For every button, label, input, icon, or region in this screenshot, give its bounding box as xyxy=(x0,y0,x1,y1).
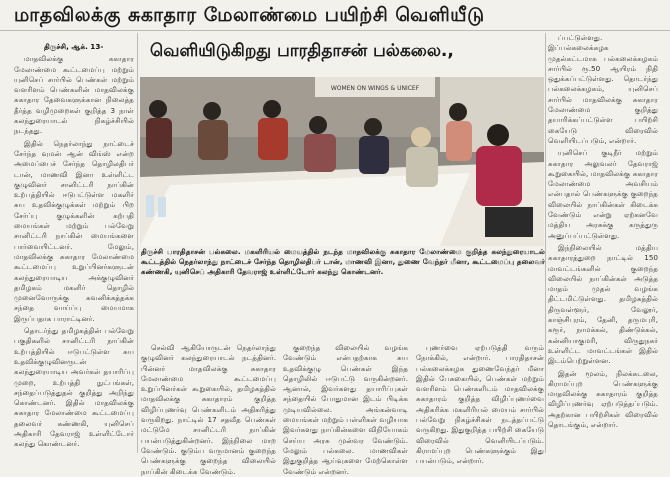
paragraph: புணர்வை ஏற்படுத்தி வரும் நோக்கில், என்றார். பாரதிதாசன் பல்கலைக்கழக துணைவேந்தர் மீனா இதில் பேசுகையில், பெண்கள் மற்றும் வளரிளம் பெண்களிடம் மாதவிலக்கு சுகாதாரம் குறித்த விழிப்புணர்வை அதிகரிக்க மகளிரியல் மையம் சார்பில் பல்வேறு நிகழ்ச்சிகள் நடத்தப்பட்டு வருகிறது. இதுகுறித்த பயிற்சி கையேடு விரைவில் வெளியிடப்படும். கிராமப்புற பெண்களுக்கும் இது பயன்படும், என்றார். xyxy=(416,343,544,466)
paragraph: குறைந்த விலையில் வழங்க வேண்டும் என்பதற்காக சுய உதவிக்குழு பெண்கள் இந்த தொழிலில் ஈடுபட்டு வருகின்றனர். ஆனால், இவர்களது தயாரிப்புகள் சந்தையில் போதுமான இடம் பிடிக்க முடியவில்லை. அங்கன்வாடி மையங்கள் மற்றும் பள்ளிகள் வழியாக இவர்களது நாப்கின்களை விநியோகம் செய்ய அரசு முன்வர வேண்டும். மேலும் பல்கலை. மாணவிகள் இதுகுறித்த ஆய்வுகளை மேற்கொள்ள வேண்டும் என்றனர். xyxy=(283,343,408,476)
paragraph: ப்பட்டுள்ளது. இப்பல்கலைக்கழக முதல்கட்டமாக பல்கலைக்கழகம் சார்பில் ரூ.50 ஆயிரம் நிதி ஒதுக்கப்பட்டுள்ளது. தொடர்ந்து பல்கலைக்கழகம், யுனிசெப் சார்பில் மாதவிலக்கு சுகாதார மேலாண்மை குறித்து தயாரிக்கப்பட்டுள்ள பயிற்சி கையேடு விரைவில் வெளியிடப்படும், என்றார். xyxy=(548,33,658,145)
photo-banner-text: WOMEN ON WINGS & UNICEF xyxy=(330,85,420,92)
dateline: திருச்சி, ஆக். 13- xyxy=(44,42,104,51)
headline-rule xyxy=(0,30,670,31)
subheadline: வெளியிடுகிறது பாரதிதாசன் பல்கலை., xyxy=(150,41,454,61)
column-divider-right xyxy=(545,33,546,453)
paragraph: மாதவிலக்கு சுகாதார மேலாண்மை கூட்டமைப்பு மற்றும் யுனிசெப் சார்பில் பெண்கள் மற்றும் வளரிளம் பெண்களின் மாதவிலக்கு சுகாதார தேவைகளுக்கான நிலைத்த தீர்த்த வழிமுறைகள் குறித்த 3 நாள் கலந்துரையாடல் நிகழ்ச்சியில் நடந்தது. xyxy=(14,54,134,136)
news-photo xyxy=(140,77,544,246)
article-column-right xyxy=(548,33,658,452)
paragraph: இந்நிலையில் மத்திய சுகாதாரத்துறை நாட்டில் 150 மாவட்டங்களில் குறைந்த விலையில் நாப்கின்கள் அடுத்த மாதம் முதல் வழங்க திட்டமிட்டுள்ளது. தமிழகத்தில் திருவள்ளூர், வேலூர், காஞ்சிபுரம், தேனி, தருமபுரி, கரூர், நாமக்கல், திண்டுக்கல், கன்னியாகுமரி, விருதுநகர் உள்ளிட்ட மாவட்டங்கள் இதில் இடம்பெற்றுள்ளன. xyxy=(548,242,658,366)
paragraph: தொடர்ந்து தமிழகத்தின் பல்வேறு பகுதிகளில் சானிட்டரி நாப்கின் உற்பத்தியில் ஈடுபட்டுள்ள சுய உதவிக்குழுவினருடன் கலந்துரையாடிய அவர்கள் தயாரிப்பு முறை, உற்பத்தி நுட்பங்கள், சந்தைப்படுத்துதல் குறித்து அறிந்து கொண்டனர். இதில் மாதவிலக்கு சுகாதார மேலாண்மை கூட்டமைப்பு தலைவர் கண்ணகி, யுனிசெப் அதிகாரி தேவராஜ் உள்ளிட்டோர் கலந்து கொண்டனர். xyxy=(14,326,134,449)
meeting-photo-illustration xyxy=(140,77,544,246)
paragraph: யுனிசெப் குடிநீர் மற்றும் சுகாதார அலுவலர் தேவராஜ் கூறுகையில், மாதவிலக்கு சுகாதார மேலாண்மை அவசியம் என்பதால் பெண்களுக்கு குறைந்த விலையில் நாப்கின்கள் கிடைக்க வேண்டும் என்று ஏற்கனவே மத்திய அரசுக்கு கருத்துரு அனுப்பப்பட்டுள்ளது. xyxy=(548,148,658,240)
paragraph: செல்வி ஆகியோருடன் நெதர்லாந்து குழுவினர் கலந்துரையாடல் நடத்தினர். பின்னர் மாதவிலக்கு சுகாதார மேலாண்மை கூட்டமைப்பு உறுப்பினர்கள் கூறுகையில், தமிழகத்தில் மாதவிலக்கு சுகாதாரம் குறித்த விழிப்புணர்வு பெண்களிடம் அதிகரித்து வருகிறது. நாட்டில் 17 சதவீத பெண்கள் மட்டுமே சானிட்டரி நாப்கின் பயன்படுத்துகின்றனர். இந்நிலை மாற வேண்டும். குடும்ப வருமானம் குறைந்த பெண்களுக்கு குறைந்த விலையில் நாப்கின் கிடைக்க வேண்டும். xyxy=(141,343,276,476)
paragraph: இதன் மூலம், நிலக்கடலை, கிராமப்புற பெண்களுக்கு மாதவிலக்கு சுகாதாரம் குறித்த விழிப்புணர்வு ஏற்படுத்தப்படும். அதற்கான பயிற்சிகள் விரைவில் தொடங்கும், என்றார். xyxy=(548,368,658,429)
paragraph: இதில் நெதர்லாந்து நாட்டைச் சேர்ந்த வுமன் ஆன் விங்ஸ் என்ற அமைப்பைச் சேர்ந்த தொழிலதிபர் டான், மாணவி இனா உள்ளிட்ட குழுவினர் சானிட்டரி நாப்கின் உற்பத்தியில் ஈடுபட்டுள்ள மகளிர் சுய உதவிக்குழுக்கள் மற்றும் பிற சேர்ப்பு குழுக்களின் கற்பதி மையங்கள் மற்றும் பல்வேறு சானிட்டரி நாப்கின் மையங்களை பார்வையிட்டனர். மேலும், மாதவிலக்கு சுகாதார மேலாண்மை கூட்டமைப்பு உறுப்பினர்களுடன் கலந்துரையாடிய அக்குழுவினர் தமிழகம் மகளிர் தொழில் முனைவோருக்கு கவனிக்கத்தக்க சந்தை வாய்ப்பு மையமாக இருப்பதாக பாராட்டினர். xyxy=(14,138,134,323)
headline-text: மாதவிலக்கு சுகாதார மேலாண்மை பயிற்சி வெளியீடு xyxy=(14,4,485,26)
article-column-3 xyxy=(141,343,276,476)
article-column-1 xyxy=(14,42,134,452)
headline xyxy=(0,0,670,30)
column-divider-left xyxy=(137,33,138,453)
article-column-4 xyxy=(283,343,408,476)
article-column-5 xyxy=(416,343,544,466)
photo-caption: திருச்சி பாரதிதாசன் பல்கலை. மகளிரியல் மையத்தில் நடந்த மாதவிலக்கு சுகாதார மேலாண்மை குறித்த கலந்துரையாடல் கூட்டத்தில் நெதர்லாந்து நாட்டைச் சேர்ந்த தொழிலதிபர் டான், மாணவி இனா, துணை வேந்தர் மீனா, கூட்டமைப்பு தலைவர் கண்ணகி, யுனிசெப் அதிகாரி தேவராஜ் உள்ளிட்டோர் கலந்து கொண்டனர். xyxy=(141,247,545,277)
